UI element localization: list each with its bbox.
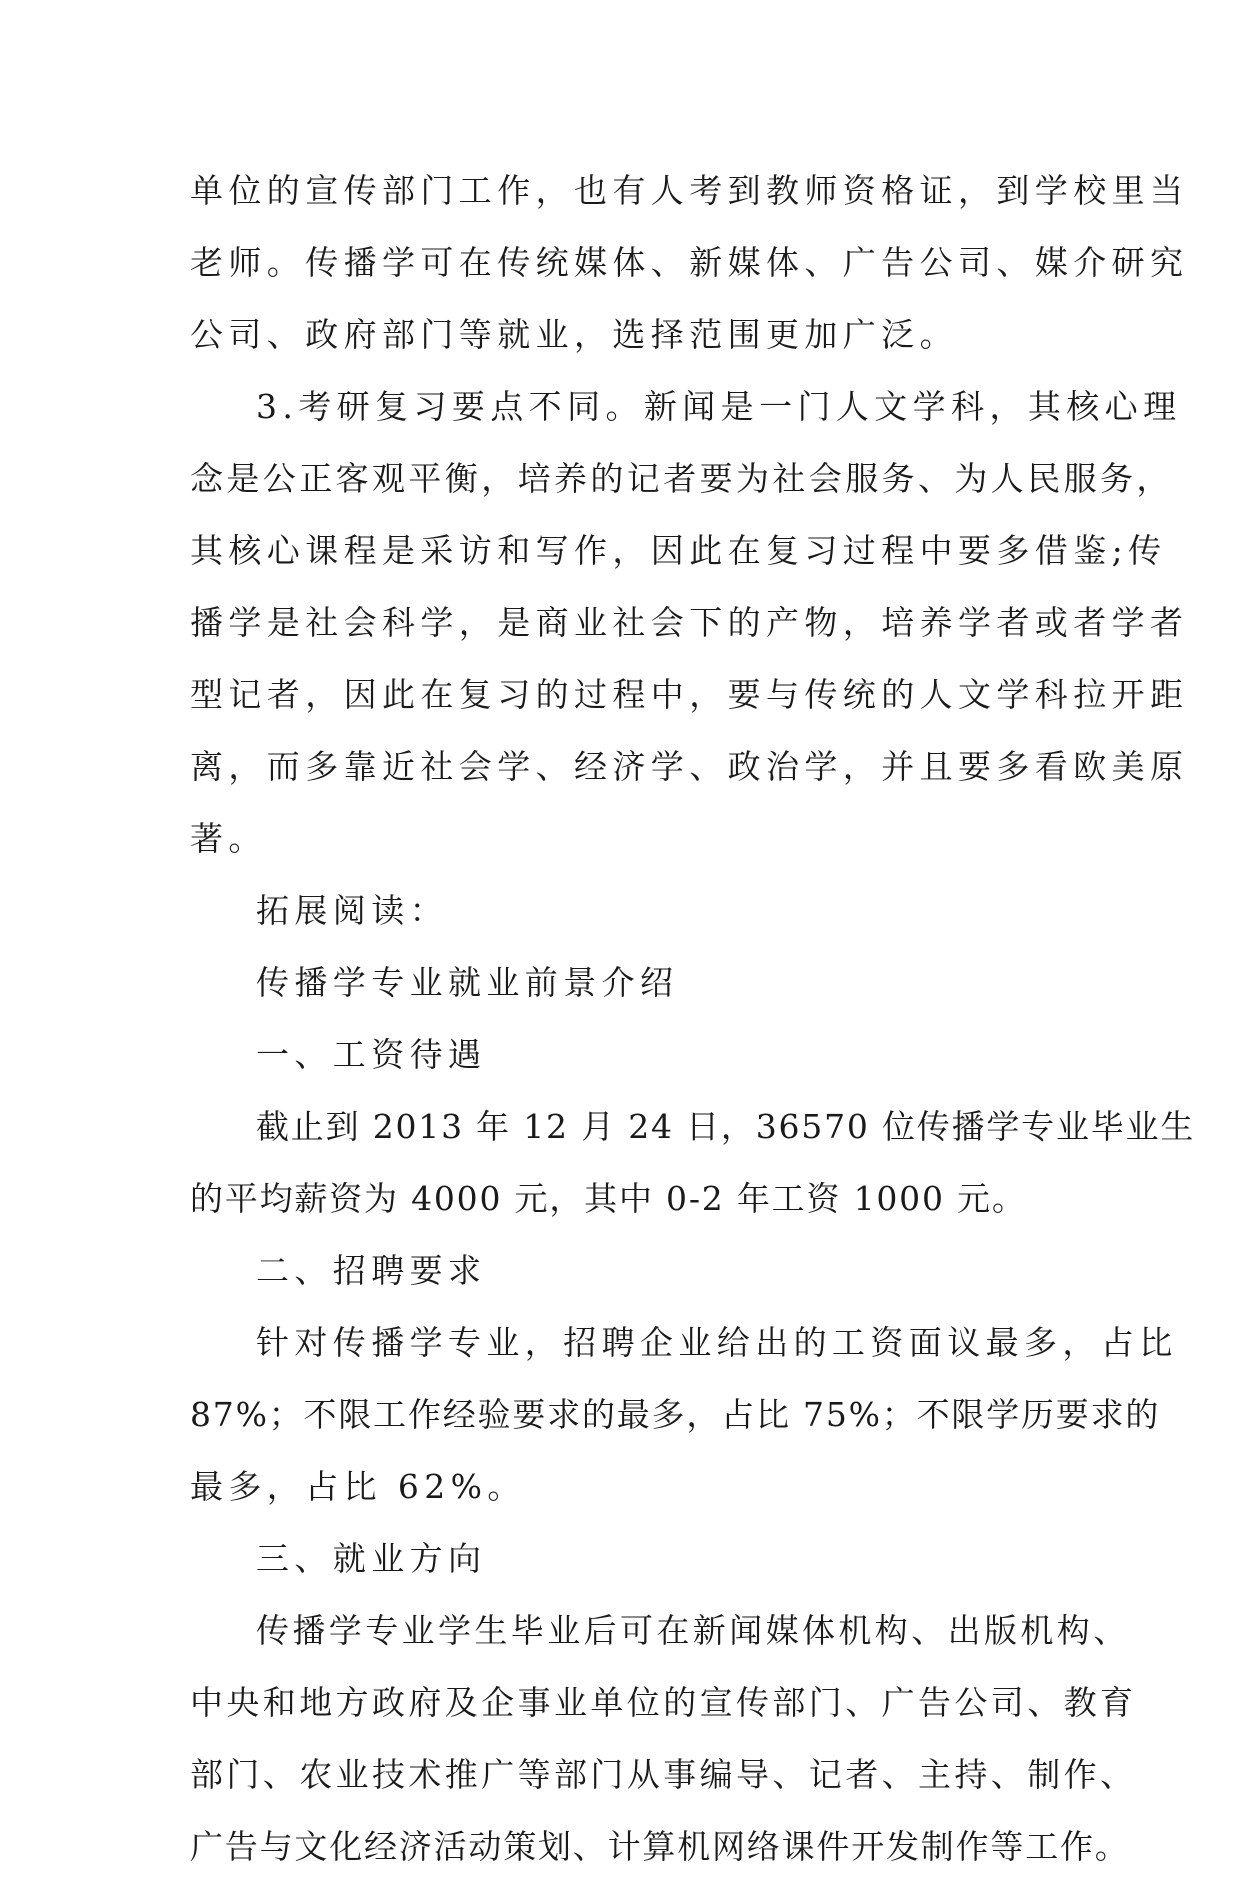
body-line: 离，而多靠近社会学、经济学、政治学，并且要多看欧美原 [190,747,1189,786]
body-line: 87%；不限工作经验要求的最多，占比 75%；不限学历要求的 [190,1395,1161,1434]
body-line: 3.考研复习要点不同。新闻是一门人文学科，其核心理 [256,387,1182,426]
body-line: 中央和地方政府及企事业单位的宣传部门、广告公司、教育 [190,1683,1137,1722]
body-line: 其核心课程是采访和写作，因此在复习过程中要多借鉴;传 [190,531,1167,570]
body-line: 针对传播学专业，招聘企业给出的工资面议最多，占比 [256,1323,1178,1362]
body-line: 部门、农业技术推广等部门从事编导、记者、主持、制作、 [190,1755,1137,1794]
section-heading-career-direction: 三、就业方向 [256,1539,487,1578]
body-line: 型记者，因此在复习的过程中，要与传统的人文学科拉开距 [190,675,1189,714]
body-line: 念是公正客观平衡，培养的记者要为社会服务、为人民服务， [190,459,1173,498]
body-line: 最多，占比 62%。 [190,1467,526,1506]
section-heading-salary: 一、工资待遇 [256,1035,487,1074]
body-line: 传播学专业学生毕业后可在新闻媒体机构、出版机构、 [256,1611,1130,1650]
body-line: 的平均薪资为 4000 元，其中 0-2 年工资 1000 元。 [190,1179,1027,1218]
body-line: 公司、政府部门等就业，选择范围更加广泛。 [190,315,958,354]
section-title: 传播学专业就业前景介绍 [256,963,679,1002]
document-page [190,155,1196,1883]
body-line: 播学是社会科学，是商业社会下的产物，培养学者或者学者 [190,603,1189,642]
body-line: 广告与文化经济活动策划、计算机网络课件开发制作等工作。 [190,1827,1130,1866]
section-label-extended-reading: 拓展阅读： [256,891,448,930]
section-heading-recruitment: 二、招聘要求 [256,1251,487,1290]
body-line: 著。 [190,819,267,858]
body-line: 截止到 2013 年 12 月 24 日，36570 位传播学专业毕业生 [256,1107,1196,1146]
body-line: 单位的宣传部门工作，也有人考到教师资格证，到学校里当 [190,171,1189,210]
body-line: 老师。传播学可在传统媒体、新媒体、广告公司、媒介研究 [190,243,1189,282]
